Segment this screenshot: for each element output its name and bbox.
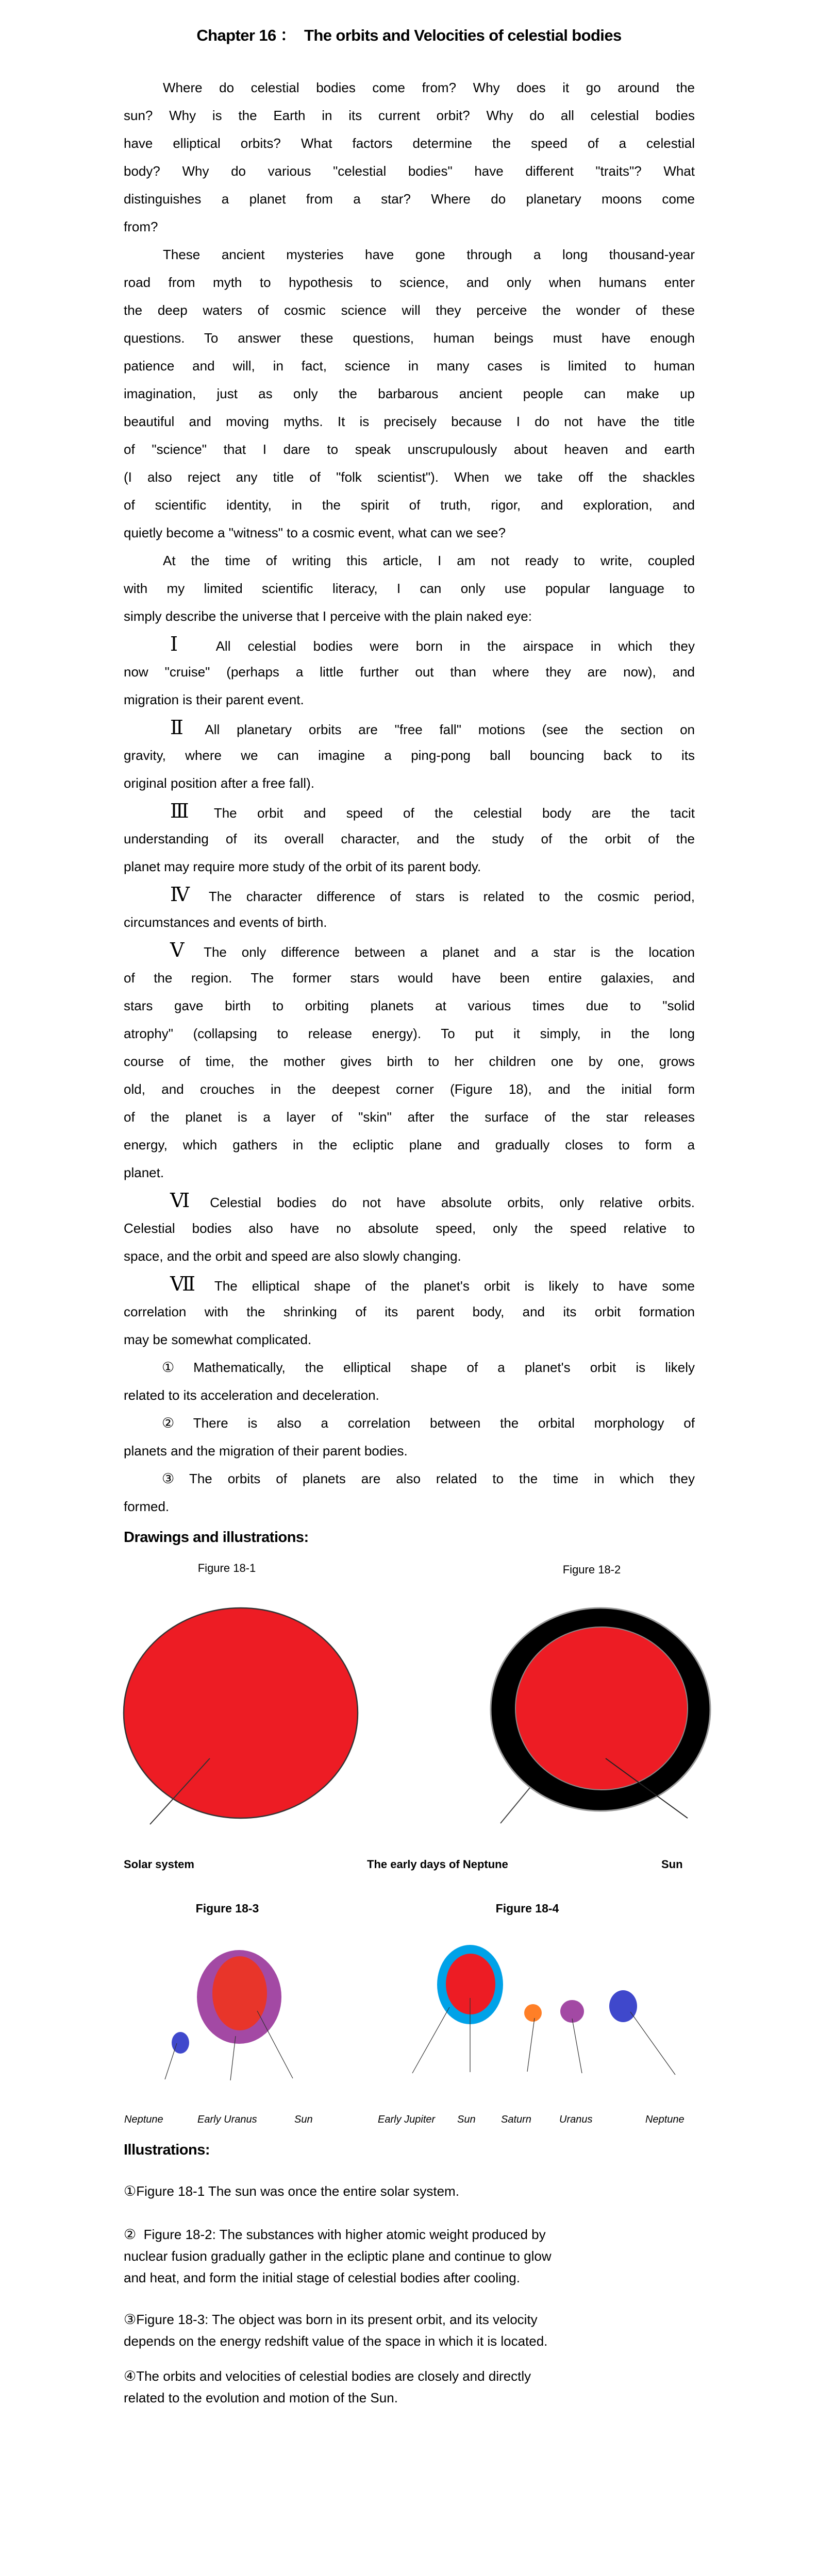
text-line: planet may require more study of the orbit of its parent body. [124,859,481,874]
illustration-item-2 [124,2224,706,2289]
text-line-content: All planetary orbits are "free fall" motions (see the section on [205,722,695,737]
text-line: questions. To answer these questions, human beings must have enough [124,330,695,346]
text-line [124,2309,706,2330]
text-line: These ancient mysteries have gone through a long thousand-year [163,247,695,262]
text-line [124,797,695,825]
text-line: Where do celestial bodies come from? Why does it go around the [163,80,695,95]
text-line: the deep waters of cosmic science will they perceive the wonder of these [124,302,695,318]
text-line: circumstances and events of birth. [124,914,327,930]
sub-point-2 [124,1409,695,1465]
sub-point-1 [124,1353,695,1409]
text-line [124,936,695,964]
text-line: quietly become a "witness" to a cosmic event, what can we see? [124,525,506,540]
text-line: old, and crouches in the deepest corner (Figure 18), and the initial form [124,1081,695,1097]
text-line: correlation with the shrinking of its parent body, and its orbit formation [124,1304,695,1319]
text-line [124,1409,695,1437]
fig3-label-sun: Sun [294,2114,313,2125]
uranus-pointer [572,2019,582,2073]
point-3 [124,797,695,880]
text-line: have elliptical orbits? What factors determine the speed of a celestial [124,135,695,151]
illustration-item-4 [124,2365,706,2409]
early-jupiter-pointer [412,2007,449,2073]
sun-body [212,1956,267,2030]
figure-18-4-drawing [412,1945,675,2075]
sub-point-3 [124,1465,695,1520]
text-line: may be somewhat complicated. [124,1332,312,1347]
text-line-content: Figure 18-1 The sun was once the entire solar system. [136,2183,459,2199]
text-line-content: Mathematically, the elliptical shape of a planet's orbit is likely [193,1360,695,1375]
text-line: beautiful and moving myths. It is precisely because I do not have the title [124,414,695,429]
circled-number-marker: ② [162,1415,190,1431]
roman-numeral-marker: Ⅴ [170,939,196,961]
circled-number-marker: ③ [162,1471,186,1487]
text-line-content: Figure 18-2: The substances with higher atomic weight produced by [136,2227,546,2242]
text-line [124,2180,706,2202]
circled-number-marker: ④ [124,2368,137,2384]
label-early-neptune: The early days of Neptune [367,1858,508,1871]
text-line: of the planet is a layer of "skin" after the surface of the star releases [124,1109,695,1125]
text-line: from? [124,219,158,234]
paragraph-time-of-writing [124,547,695,630]
text-line-content: The orbits and velocities of celestial bodies are closely and directly [136,2368,531,2384]
text-line [124,1187,695,1214]
figures-row-1 [124,1608,710,1824]
text-line: gravity, where we can imagine a ping-pong ball bouncing back to its [124,748,695,763]
text-line-content: Celestial bodies do not have absolute orbits, only relative orbits. [210,1195,695,1210]
text-line: distinguishes a planet from a star? Where do planetary moons come [124,191,695,207]
figures-row-2 [165,1945,675,2080]
text-line [124,1270,695,1298]
text-line-content: Figure 18-3: The object was born in its present orbit, and its velocity [136,2312,538,2327]
text-line [124,630,695,658]
illustrations-heading: Illustrations: [124,2142,210,2158]
roman-numeral-marker: Ⅵ [170,1189,202,1212]
text-line: formed. [124,1499,170,1514]
text-line: of the region. The former stars would have been entire galaxies, and [124,970,695,986]
body-text [124,74,695,1520]
figure-18-3-caption: Figure 18-3 [195,1902,259,1915]
figure-18-2-drawing [491,1608,710,1823]
text-line-content: The only difference between a planet and a star is the location [204,944,695,960]
text-line: energy, which gathers in the ecliptic plane and gradually closes to form a [124,1137,695,1153]
paragraph-ancient-mysteries [124,241,695,547]
point-6 [124,1187,695,1270]
circled-number-marker: ② [124,2227,137,2243]
neptune-pointer [165,2043,177,2079]
text-line: migration is their parent event. [124,692,304,707]
text-line-content: The orbit and speed of the celestial body are the tacit [213,805,695,821]
circled-number-marker: ① [162,1360,191,1376]
point-7 [124,1270,695,1353]
roman-numeral-marker: Ⅶ [170,1273,206,1295]
circled-number-marker: ① [124,2183,137,2199]
text-line: of scientific identity, in the spirit of truth, rigor, and exploration, and [124,497,695,513]
fig4-label-saturn: Saturn [501,2114,531,2125]
text-line [124,1465,695,1493]
illustration-item-3 [124,2309,706,2352]
text-line: planet. [124,1165,164,1180]
text-line: depends on the energy redshift value of the space in which it is located. [124,2333,548,2349]
text-line: patience and will, in fact, science in many cases is limited to human [124,358,695,374]
text-line: original position after a free fall). [124,775,314,791]
text-line: Celestial bodies also have no absolute speed, only the speed relative to [124,1221,695,1236]
fig3-label-early-uranus: Early Uranus [197,2114,257,2125]
figure-18-2-caption: Figure 18-2 [562,1563,621,1576]
saturn-pointer [527,2018,535,2072]
text-line: related to the evolution and motion of the Sun. [124,2390,398,2405]
text-line: nuclear fusion gradually gather in the ecliptic plane and continue to glow [124,2248,552,2264]
text-line: atrophy" (collapsing to release energy). To put it simply, in the long [124,1026,695,1041]
text-line: related to its acceleration and deceleration. [124,1387,379,1403]
text-line-content: The character difference of stars is related to the cosmic period, [208,889,695,904]
text-line: sun? Why is the Earth in its current orbit? Why do all celestial bodies [124,108,695,123]
text-line-content: The orbits of planets are also related to the time in which they [189,1471,695,1486]
roman-numeral-marker: Ⅲ [170,800,206,822]
point-1 [124,630,695,714]
text-line: and heat, and form the initial stage of celestial bodies after cooling. [124,2270,520,2285]
figure-18-4-caption: Figure 18-4 [495,1902,559,1915]
text-line: planets and the migration of their parent bodies. [124,1443,408,1459]
label-sun: Sun [661,1858,683,1871]
fig3-label-neptune: Neptune [124,2114,163,2125]
label-solar-system: Solar system [124,1858,194,1871]
illustration-item-1 [124,2180,706,2202]
roman-numeral-marker: Ⅳ [170,883,201,906]
text-line [124,2224,706,2245]
text-line [124,1353,695,1381]
text-line [124,714,695,741]
fig4-label-neptune: Neptune [645,2114,685,2125]
text-line: simply describe the universe that I perceive with the plain naked eye: [124,608,532,624]
figure-18-1-caption: Figure 18-1 [197,1562,256,1574]
text-line: understanding of its overall character, and the study of the orbit of the [124,831,695,846]
roman-numeral-marker: Ⅰ [170,633,191,655]
neptune-pointer [500,1788,530,1823]
text-line: with my limited scientific literacy, I can only use popular language to [124,581,695,596]
circled-number-marker: ③ [124,2312,137,2328]
text-line-content: There is also a correlation between the orbital morphology of [193,1415,695,1431]
text-line-content: The elliptical shape of the planet's orbit is likely to have some [214,1278,695,1294]
point-5 [124,936,695,1187]
text-line: At the time of writing this article, I am not ready to write, coupled [163,553,695,568]
figure-18-1-drawing [124,1608,358,1824]
text-line: course of time, the mother gives birth to her children one by one, grows [124,1054,695,1069]
text-line: now "cruise" (perhaps a little further out than where they are now), and [124,664,695,680]
text-line: road from myth to hypothesis to science, and only when humans enter [124,275,695,290]
text-line-content: All celestial bodies were born in the airspace in which they [199,638,695,654]
point-2 [124,714,695,797]
point-4 [124,880,695,936]
sun-body [446,1954,495,2014]
sun-disc [515,1627,688,1790]
text-line: of "science" that I dare to speak unscrupulously about heaven and earth [124,442,695,457]
drawings-heading: Drawings and illustrations: [124,1529,309,1546]
fig4-label-uranus: Uranus [559,2114,593,2125]
saturn-body [524,2004,542,2022]
paragraph-intro-questions [124,74,695,241]
fig4-label-early-jupiter: Early Jupiter [378,2114,436,2125]
fig4-label-sun: Sun [457,2114,476,2125]
neptune-body [609,1990,637,2022]
text-line: space, and the orbit and speed are also slowly changing. [124,1248,461,1264]
roman-numeral-marker: Ⅱ [170,716,197,739]
neptune-pointer [630,2012,675,2075]
text-line: (I also reject any title of "folk scientist"). When we take off the shackles [124,469,695,485]
text-line [124,880,695,908]
chapter-title: Chapter 16 ： The orbits and Velocities of celestial bodies [196,26,622,44]
text-line [124,2365,706,2387]
text-line: body? Why do various "celestial bodies" have different "traits"? What [124,163,695,179]
text-line: stars gave birth to orbiting planets at various times due to "solid [124,998,695,1013]
figure-18-3-drawing [165,1950,293,2080]
text-line: imagination, just as only the barbarous ancient people can make up [124,386,695,401]
solar-system-disc [124,1608,358,1818]
